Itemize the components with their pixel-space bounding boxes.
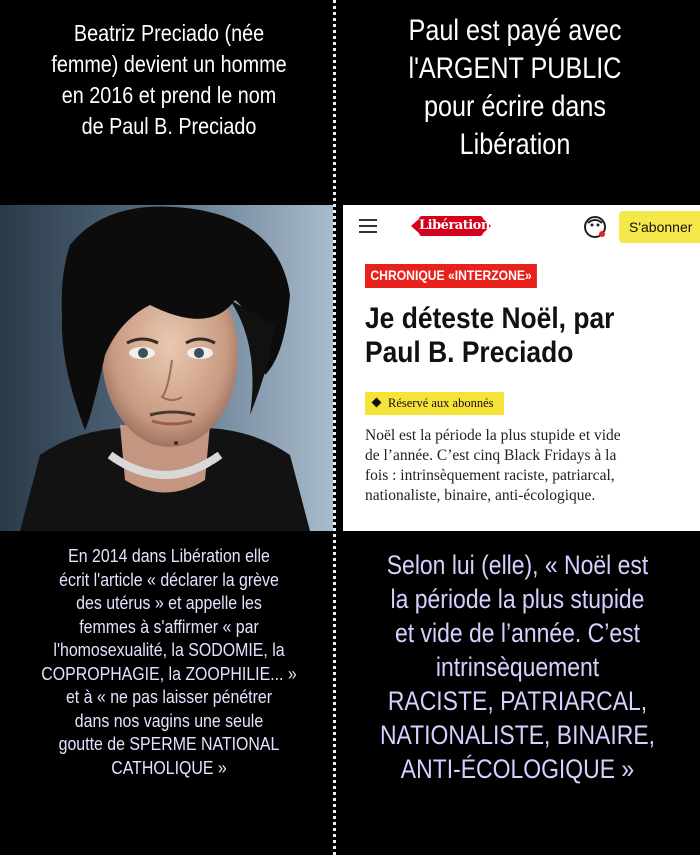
caption-line: pour écrire dans: [423, 90, 607, 123]
badge-label: Réservé aux abonnés: [388, 396, 494, 410]
caption-line: l'homosexualité, la SODOMIE, la: [53, 639, 285, 660]
headline-line: Je déteste Noël, par: [365, 302, 615, 335]
caption-line: dans nos vagins une seule: [74, 709, 264, 731]
subscribe-button[interactable]: S'abonner: [619, 211, 700, 243]
caption-line: CATHOLIQUE »: [111, 756, 227, 778]
portrait-photo: [0, 205, 333, 531]
caption-line: ANTI-ÉCOLOGIQUE »: [400, 754, 635, 784]
caption-line: Selon lui (elle), « Noël est: [386, 550, 649, 580]
site-header: [343, 205, 700, 249]
liberation-logo[interactable]: [411, 213, 491, 239]
caption-line: intrinsèquement: [435, 652, 600, 682]
article-excerpt: [365, 426, 700, 506]
caption-line: et vide de l’année. C’est: [395, 618, 640, 648]
diamond-icon: [372, 398, 382, 408]
caption-line: NATIONALISTE, BINAIRE,: [379, 720, 656, 750]
top-right-caption: [372, 12, 658, 164]
headline-line: Paul B. Preciado: [365, 336, 574, 369]
caption-line: RACISTE, PATRIARCAL,: [387, 686, 648, 716]
top-left-caption: [32, 18, 305, 142]
caption-line: en 2016 et prend le nom: [61, 82, 277, 108]
menu-icon[interactable]: [359, 219, 377, 235]
account-icon[interactable]: [583, 215, 607, 239]
caption-line: et à « ne pas laisser pénétrer: [65, 686, 273, 707]
caption-line: Libération: [459, 128, 571, 161]
caption-line: goutte de SPERME NATIONAL: [58, 733, 280, 754]
article-screenshot: [343, 205, 700, 531]
caption-line: l'ARGENT PUBLIC: [408, 52, 622, 85]
article-headline: [365, 302, 655, 370]
excerpt-line: de l’année. C’est cinq Black Fridays à la: [365, 447, 617, 464]
logo-text: Libération: [419, 216, 483, 236]
caption-line: des utérus » et appelle les: [76, 592, 262, 613]
caption-line: En 2014 dans Libération elle: [68, 545, 270, 566]
caption-line: femme) devient un homme: [51, 51, 287, 77]
caption-line: de Paul B. Preciado: [81, 113, 257, 139]
caption-line: COPROPHAGIE, la ZOOPHILIE... »: [41, 662, 297, 684]
subscribers-badge: [365, 392, 504, 415]
caption-line: femmes à s'affirmer « par: [79, 615, 259, 637]
excerpt-line: fois : intrinsèquement raciste, patriarcal,: [365, 467, 615, 484]
excerpt-line: Noël est la période la plus stupide et vide: [365, 427, 621, 444]
excerpt-line: nationaliste, binaire, anti-écologique.: [365, 487, 596, 504]
caption-line: Beatriz Preciado (née: [73, 20, 265, 46]
section-kicker[interactable]: CHRONIQUE «INTERZONE»: [365, 264, 537, 288]
caption-line: écrit l'article « déclarer la grève: [59, 568, 279, 590]
bottom-right-caption: [371, 548, 664, 786]
caption-line: Paul est payé avec: [408, 14, 622, 47]
caption-line: la période la plus stupide: [390, 584, 645, 614]
dotted-divider: [333, 0, 336, 855]
bottom-left-caption: [32, 544, 305, 779]
